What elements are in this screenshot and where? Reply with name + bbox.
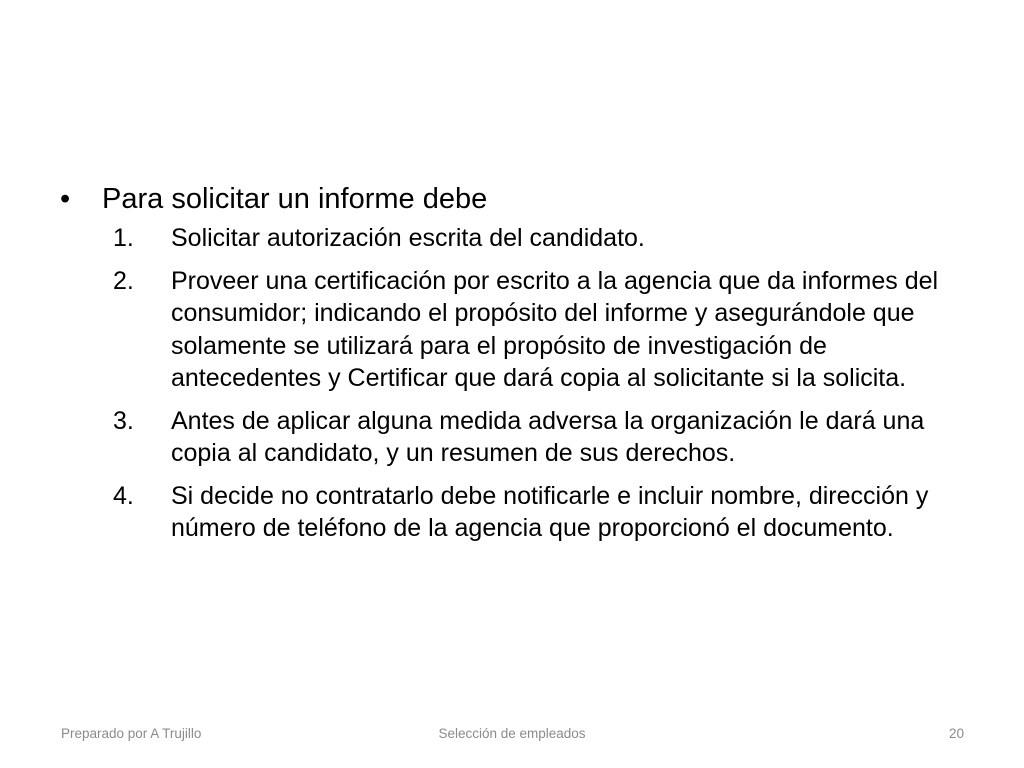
list-item-number: 3. (113, 406, 134, 435)
footer-author: Preparado por A Trujillo (61, 726, 202, 741)
list-item (60, 405, 970, 470)
list-item-text: Antes de aplicar alguna medida adversa la organización le dará una copia al candidato, y un resumen de sus derechos. (171, 406, 925, 467)
numbered-list (60, 222, 970, 545)
slide-content (60, 180, 970, 555)
list-item (60, 222, 970, 255)
list-item-number: 4. (113, 481, 134, 510)
main-bullet-text: Para solicitar un informe debe (102, 183, 488, 215)
main-bullet (60, 180, 970, 218)
list-item-text: Si decide no contratarlo debe notificarle e incluir nombre, dirección y número de teléfono de la agencia que proporcionó el documento. (171, 481, 929, 542)
list-item-number: 1. (113, 224, 134, 252)
list-item-number: 2. (113, 266, 134, 295)
bullet-icon: • (60, 183, 71, 215)
footer-title: Selección de empleados (438, 726, 586, 741)
list-item (60, 480, 970, 545)
list-item-text: Proveer una certificación por escrito a la agencia que da informes del consumidor; indicando el propósito del informe y asegurándole que solamente se utilizará para el propósito de investigación de antecedentes y Certificar que dará copia al solicitante si la solicita. (171, 266, 939, 392)
list-item-text: Solicitar autorización escrita del candidato. (171, 224, 645, 252)
slide-number: 20 (948, 726, 964, 741)
list-item (60, 265, 970, 395)
